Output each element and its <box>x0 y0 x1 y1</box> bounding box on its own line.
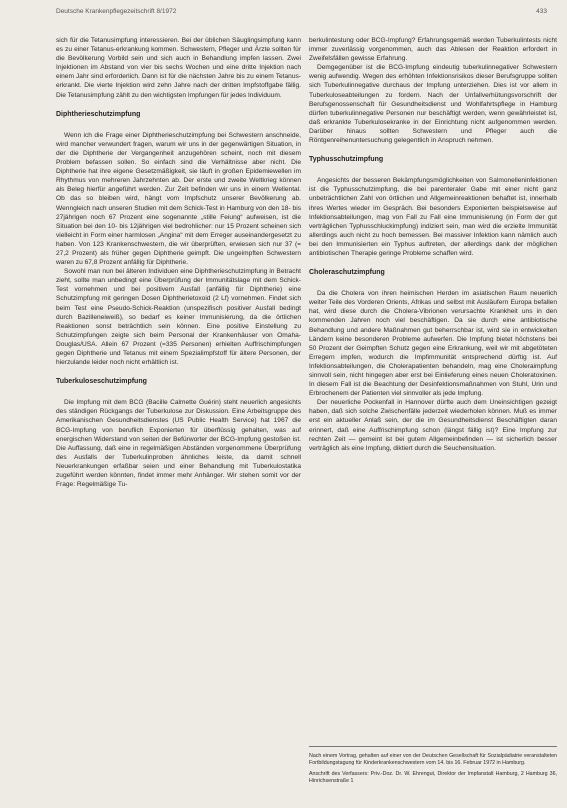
paragraph: Angesichts der besseren Bekämpfungsmöglichkeiten von Salmonelleninfektionen ist die Typhusschutzimpfung, die bei parenteraler Gabe mit einer nicht ganz unbeträchtlichen Zahl von örtlichen und Allgemeinreaktionen behaftet ist, innerhalb ihres Wertes wieder im Gespräch. Bei besonders Exponierten beispielsweise auf Infektionsabteilungen, mag von Fall zu Fall eine Immunisierung (in Form der gut verträglichen Typhusschluckimpfung) indiziert sein, man wird die erzielte Immunität allerdings auch nicht zu hoch bemessen. Bei massiver Infektion kann nämlich auch bei den Immunisierten ein Typhus auftreten, der allerdings dank der möglichen antibiotischen Therapie geringe Probleme schaffen wird. <box>309 177 557 257</box>
paragraph: Sowohl man nun bei älteren Individuen eine Diphtherieschutzimpfung in Betracht zieht, sollte man unbedingt eine Überprüfung der Immunitätslage mit dem Schick-Test vornehmen und bei positivem Ausfall (anfällig für Diphtherie) eine Schutzimpfung mit geringen Dosen Diphtherietoxoid (2 Lf) vornehmen. Findet sich beim Test eine Pseudo-Schick-Reaktion (unspezifisch positiver Ausfall bedingt durch Bazilleneiweiß), so bedarf es keiner Immunisierung, da die örtlichen Reaktionen sonst beträchtlich sein können. Eine positive Einstellung zu Schutzimpfungen zeigte sich beim Personal der Krankenhäuser von Omaha-Douglas/USA. Allein 67 Prozent (=335 Personen) erhielten Auffrischimpfungen gegen Diphtherie und Tetanus mit einem Spezialimpfstoff für ältere Personen, der hierzulande leider noch nicht erhältlich ist. <box>56 268 301 367</box>
paragraph: sich für die Tetanusimpfung interessieren. Bei der üblichen Säuglingsimpfung kann es zu einer Tetanus-erkrankung kommen. Schwestern, Pfleger und Ärzte sollten für die Bevölkerung Vorbild sein und sich auch in Behandlung impfen lassen. Zwei Injektionen im Abstand von vier bis sechs Wochen und eine dritte Injektion nach einem Jahr sind erforderlich. Dann ist für die nächsten Jahre bis zu einem Tetanus-erkrankt. Die vierte Injektion wird zehn Jahre nach der dritten Impfstoffgabe fällig. Die Tetanusimpfung zählt zu den wichtigsten Impfungen für jedes Individuum. <box>56 37 301 99</box>
footnotes <box>309 746 557 789</box>
paragraph: Die Impfung mit dem BCG (Bacille Calmette Guérin) steht neuerlich angesichts des ständigen Rückgangs der Tuberkulose zur Diskussion. Eine Arbeitsgruppe des Amerikanischen Gesundheitsdienstes (US Public Health Service) hat 1967 die BCG-Impfung von beruflich Exponierten für überflüssig gehalten, was auf energischen Widerstand von seiten der Befürworter der BCG-Impfung gestoßen ist. Die Auffassung, daß eine in regelmäßigen Abständen vorgenommene Überprüfung des Ausfalls der Tuberkulinproben ähnliches leiste, da damit schnell Neuerkrankungen erfaßbar seien und einer Behandlung mit Tuberkulostatika zugeführt werden könnten, findet immer mehr Anhänger. Wir stehen somit vor der Frage: Regelmäßige Tu- <box>56 399 301 489</box>
paragraph: berkulintestung oder BCG-Impfung? Erfahrungsgemäß werden Tuberkulintests nicht immer zuverlässig vorgenommen, auch das Ablesen der Reaktion erfordert in Zweifelsfällen gewisse Erfahrung. <box>309 37 557 63</box>
running-head <box>56 8 547 20</box>
section-heading-tuberkulose: Tuberkuloseschutzimpfung <box>56 378 147 386</box>
paragraph: Wenn ich die Frage einer Diphtherieschutzimpfung bei Schwestern anschneide, wird mancher verwundert fragen, warum wir uns in der gegenwärtigen Situation, in der die Diphtherie der Vergangenheit anzugehören scheint, noch mit diesem Problem befassen sollen. So einfach sind die Verhältnisse aber nicht. Die Diphtherie hat ihre eigene Gesetzmäßigkeit, sie läuft in großen Epidemiewellen im Rhythmus von mehreren Jahrzehnten ab. Der erste und zweite Weltkrieg können als Beleg hierfür angeführt werden. Zur Zeit befinden wir uns in einem Wellental. Ob das so bleiben wird, hängt vom Impfschutz unserer Bevölkerung ab. Wenngleich nach unseren Studien mit dem Schick-Test in Hamburg von den 18- bis 27jährigen noch 67 Prozent eine sogenannte „stille Feiung“ aufweisen, ist die Situation bei den 10- bis 12jährigen viel bedrohlicher: nur 15 Prozent scheinen sich vielleicht in Form einer harmlosen „Angina“ mit dem Erreger auseinandergesetzt zu haben. Von 123 Krankenschwestern, die wir überprüften, erwiesen sich nur 37 (= 27,2 Prozent) als früher gegen Diphtherie geimpft. Die ungeimpften Schwestern waren zu 67,8 Prozent anfällig für Diphtherie. <box>56 131 301 267</box>
paragraph: Der neuerliche Pockenfall in Hannover dürfte auch dem Uneinsichtigen gezeigt haben, daß sich solche Zwischenfälle jederzeit wiederholen können. Muß es immer erst ein aktueller Anlaß sein, der die im Gesundheitsdienst Beschäftigten daran erinnert, daß eine Auffrischimpfung schon (längst fällig ist)? Eine Impfung zur rechten Zeit — gemeint ist bei gutem Allgemeinbefinden — ist sicherlich besser verträglich als eine Impfung, diktiert durch die Seuchensituation. <box>309 399 557 452</box>
footnote: Nach einem Vortrag, gehalten auf einer von der Deutschen Gesellschaft für Sozialpädiatrie veranstalteten Fortbildungstagung für Kinderkrankenschwestern vom 14. bis 16. Februar 1972 in Hamburg. <box>309 753 557 766</box>
journal-title: Deutsche Krankenpflegezeitschrift 8/1972 <box>56 8 177 15</box>
section-heading-cholera: Choleraschutzimpfung <box>309 269 385 277</box>
section-heading-typhus: Typhusschutzimpfung <box>309 156 384 164</box>
right-column <box>309 36 557 804</box>
section-heading-diphtherie: Diphtherieschutzimpfung <box>56 110 141 118</box>
paragraph: Da die Cholera von ihren heimischen Herden im asiatischen Raum neuerlich weiter Teile des Vorderen Orients, Afrikas und selbst mit Ausläufern Europa befallen hat, wird diese durch die Cholera-Vibrionen verursachte Krankheit uns in den kommenden Jahren noch viel beschäftigen. Da sie durch eine antibiotische Behandlung und andere Maßnahmen gut beherrschbar ist, wird sie in entwickelten Ländern keine besonderen Probleme aufwerfen. Die Impfung bietet höchstens bei 50 Prozent der Geimpften Schutz gegen eine Erkrankung, weil wir mit abgetöteten Erregern impfen, wodurch die Impfimmunität entsprechend dürftig ist. Auf Infektionsabteilungen, die Cholerapatienten behandeln, mag eine Choleraimpfung sinnvoll sein, nicht hingegen aber erst bei Einlieferung eines neuen Choleratoxinen. In diesem Fall ist die Beachtung der Desinfektionsmaßnahmen von Stuhl, Urin und Erbrochenem der Patienten viel sinnvoller als jede Impfung. <box>309 290 557 398</box>
page-number: 433 <box>536 8 547 15</box>
left-column <box>56 36 301 804</box>
paragraph: Demgegenüber ist die BCG-Impfung eindeutig tuberkulinnegativer Schwestern wenig aufwendig. Wegen des erhöhten Infektionsrisikos dieser Berufsgruppe sollten sich Tuberkulinnegative durchaus der Impfung unterziehen. Dies ist vor allem in Tuberkuloseabteilungen zu fordern. Nach der Unfallverhütungsvorschrift der Berufsgenossenschaft für Gesundheitsdienst und Wohlfahrtspflege in Hamburg dürfen tuberkulinnegative Personen nur beschäftigt werden, wenn gewährleistet ist, daß erkrankte Tuberkulosekranke in der Einrichtung nicht aufgenommen werden. Darüber hinaus sollten Schwestern und Pfleger auch die Röntgenreihenuntersuchung gelegentlich in Anspruch nehmen. <box>309 64 557 145</box>
author-address: Anschrift des Verfassers: Priv.-Doz. Dr. W. Ehrengut, Direktor der Impfanstalt Hamburg, 2 Hamburg 36, Hinrichsenstraße 1 <box>309 771 557 784</box>
